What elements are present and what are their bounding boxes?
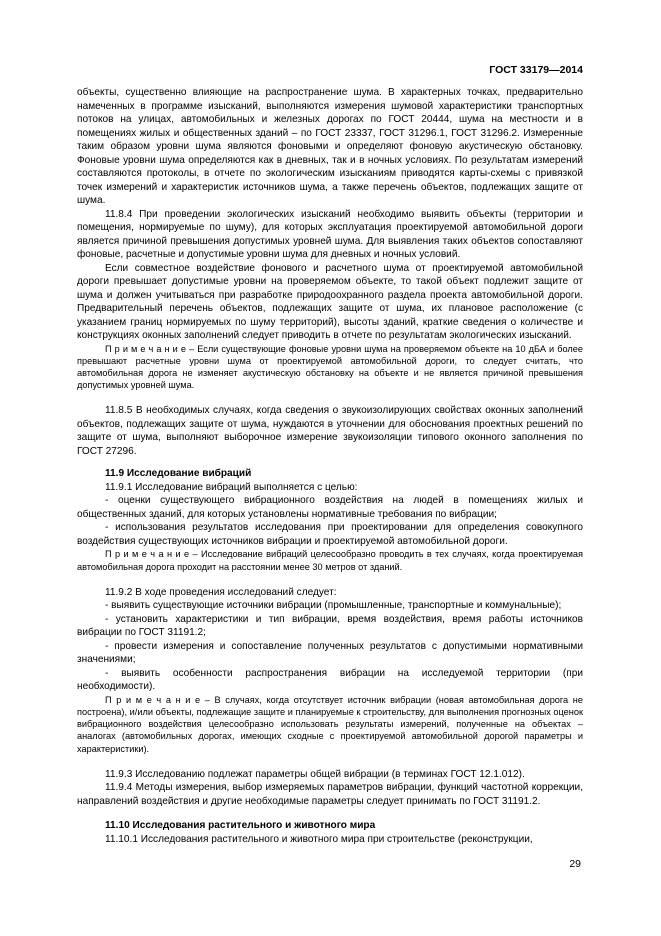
paragraph-noise-measurements: объекты, существенно влияющие на распространение шума. В характерных точках, предварительно намеченных в программе изысканий, выполняются измерения шумовой характеристики транспортных потоков на улицах, автомобильных и железных дорогах по ГОСТ 20444, шума на местности и в помещениях жилых и общественных зданий – по ГОСТ 23337, ГОСТ 31296.1, ГОСТ 31296.2. Измеренные таким образом уровни шума являются фоновыми и определяют фоновую акустическую обстановку. Фоновые уровни шума определяются как в дневных, так и в ночных условиях. По результатам измерений составляются протоколы, в отчете по экологическим изысканиям приводятся карты-схемы с привязкой точек измерений и характеристик источников шума, а также перечень объектов, подлежащих защите от шума. [77, 87, 583, 206]
list-item-propagation: - выявить особенности распространения вибрации на исследуемой территории (при необходимости). [77, 667, 583, 693]
paragraph-11-9-3: 11.9.3 Исследованию подлежат параметры общей вибрации (в терминах ГОСТ 12.1.012). [105, 768, 525, 780]
paragraph-11-9-4: 11.9.4 Методы измерения, выбор измеряемых параметров вибрации, функций частотной коррекции, направлений воздействия и другие необходимые параметры следует принимать по ГОСТ 31191.2. [77, 782, 583, 807]
note-vibration-distance [77, 548, 583, 572]
document-number-header: ГОСТ 33179—2014 [489, 64, 583, 76]
note-label: П р и м е ч а н и е [105, 694, 201, 705]
note-background-noise [77, 343, 583, 392]
list-item-measurements: - провести измерения и сопоставление полученных результатов с допустимыми нормативными значениями; [77, 640, 583, 666]
list-item-use-results: - использования результатов исследования при проектировании для определения совокупного воздействия существующих источников вибрации и проектируемой автомобильной дороги. [77, 522, 583, 547]
paragraph-protection-objects: Если совместное воздействие фонового и расчетного шума от проектируемой автомобильной дороги превышает допустимые уровни на проверяемом объекте, то такой объект подлежит защите от шума и должен учитываться при разработке природоохранного раздела проекта автомобильной дороги. Предварительный перечень объектов, подлежащих защите от шума, их плановое расположение (с указанием границ нормируемых по шуму территорий), высоты зданий, краткие сведения о количестве и конструкциях оконных заполнений следует приводить в отчете по результатам экологических изысканий. [77, 262, 583, 341]
list-item-assessment: - оценки существующего вибрационного воздействия на людей в помещениях жилых и общественных зданий, для которых установлены нормативные требования по вибрации; [77, 495, 583, 520]
page-number: 29 [569, 858, 581, 870]
paragraph-11-10-1: 11.10.1 Исследования растительного и животного мира при строительстве (реконструкции, [105, 833, 533, 845]
note-text: – Исследование вибраций целесообразно проводить в тех случаях, когда проектируемая автомобильная дорога проходит на расстоянии менее 30 метров от зданий. [77, 549, 583, 572]
section-heading-11-9: 11.9 Исследование вибраций [105, 468, 252, 480]
note-text: – Если существующие фоновые уровни шума на проверяемом объекте на 10 дБА и более превышают расчетные уровни шума от проектируемой автомобильной дороги, то следует считать, что автомобильная дорога не изменяет акустическую обстановку на объекте и не является причиной превышения допустимых уровней шума. [77, 343, 583, 391]
section-heading-11-10: 11.10 Исследования растительного и животного мира [105, 820, 376, 832]
paragraph-11-8-5: 11.8.5 В необходимых случаях, когда сведения о звукоизолирующих свойствах оконных заполнений объектов, подлежащих защите от шума, нуждаются в уточнении для обоснования проектных решений по защите от шума, выполняют выборочное измерение звукоизоляции типового оконного заполнения по ГОСТ 27296. [77, 405, 583, 457]
note-label: П р и м е ч а н и е [105, 343, 186, 354]
page-body [77, 86, 583, 846]
list-item-identify-sources: - выявить существующие источники вибрации (промышленные, транспортные и коммунальные); [105, 600, 562, 612]
paragraph-11-9-1: 11.9.1 Исследование вибраций выполняется с целью: [105, 481, 358, 493]
note-text: – В случаях, когда отсутствует источник вибрации (новая автомобильная дорога не построена), и/или объекты, подлежащие защите и планируемые к строительству, для выполнения прогнозных оценок вибрационного воздействия целесообразно использовать результаты измерений, полученные на объектах – аналогах (автомобильных дорогах, имеющих сходные с проектируемой автомобильной дорогой параметры и характеристики). [77, 694, 583, 754]
paragraph-11-8-4: 11.8.4 При проведении экологических изысканий необходимо выявить объекты (территории и помещения, нормируемые по шуму), для которых эксплуатация проектируемой автомобильной дороги является причиной превышения допустимых уровней шума. Для выявления таких объектов сопоставляют фоновые, расчетные и допустимые уровни шума для дневных и ночных условий. [77, 208, 583, 260]
note-label: П р и м е ч а н и е [105, 549, 190, 560]
list-item-set-characteristics: - установить характеристики и тип вибрации, время воздействия, время работы источников вибрации по ГОСТ 31191.2; [77, 613, 583, 639]
note-analog-objects [77, 694, 583, 755]
paragraph-11-9-2: 11.9.2 В ходе проведения исследований следует: [105, 586, 337, 598]
